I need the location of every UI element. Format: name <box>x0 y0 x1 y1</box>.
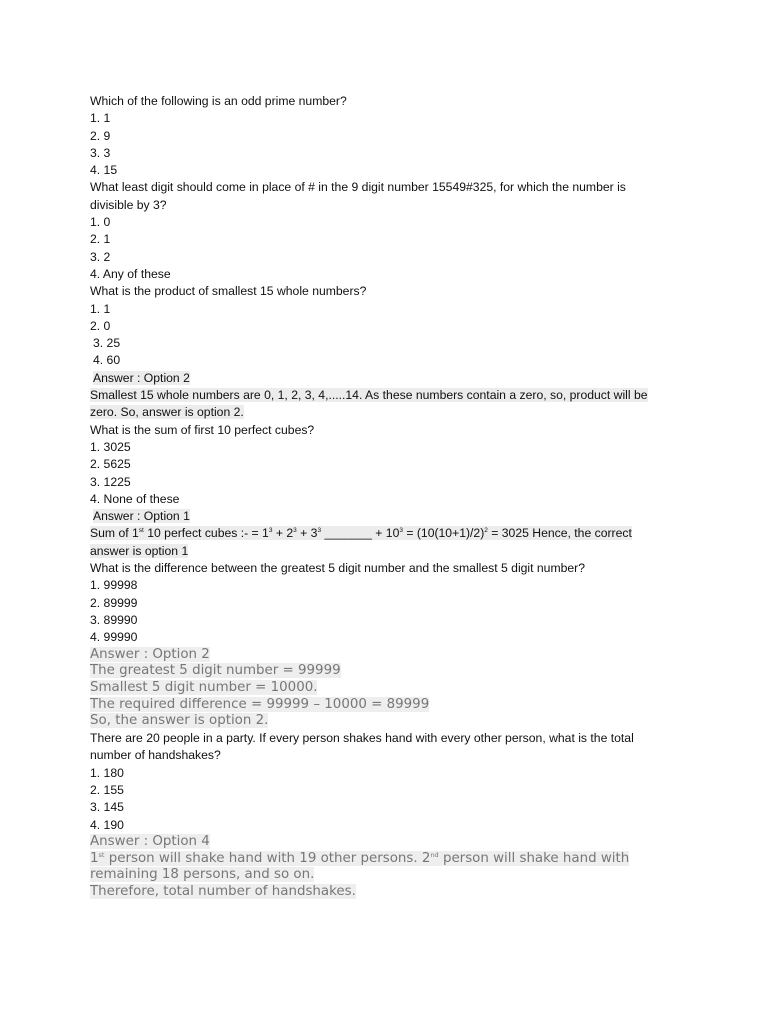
question-6-answer: Answer : Option 4 <box>90 833 210 849</box>
q4-expl-part: + 3 <box>296 526 318 541</box>
question-4-option-1: 1. 3025 <box>90 439 131 454</box>
question-3-option-2: 2. 0 <box>90 318 111 333</box>
question-3-answer: Answer : Option 2 <box>93 370 190 385</box>
question-5-option-3: 3. 89990 <box>90 612 138 627</box>
q6-expl-part: person will shake hand with 19 other persons. 2 <box>104 850 431 866</box>
question-5-option-2: 2. 89999 <box>90 595 138 610</box>
question-5-option-4: 4. 99990 <box>90 630 138 645</box>
q4-expl-sup: st <box>138 527 144 535</box>
q6-expl-sup: st <box>98 850 105 859</box>
question-5-explanation-line-4: So, the answer is option 2. <box>90 713 269 729</box>
question-6-option-2: 2. 155 <box>90 782 124 797</box>
question-3-option-4: 4. 60 <box>93 353 121 368</box>
question-4-option-3: 3. 1225 <box>90 474 131 489</box>
question-6-option-4: 4. 190 <box>90 817 124 832</box>
question-6-option-3: 3. 145 <box>90 800 124 815</box>
question-5-explanation-line-1: The greatest 5 digit number = 99999 <box>90 663 341 679</box>
question-4-text: What is the sum of first 10 perfect cubes? <box>90 422 315 437</box>
q6-expl-sup: nd <box>430 850 439 859</box>
question-3-text: What is the product of smallest 15 whole numbers? <box>90 284 367 299</box>
question-5-explanation-line-2: Smallest 5 digit number = 10000. <box>90 679 318 695</box>
q4-expl-part: + 2 <box>272 526 294 541</box>
q4-expl-sup: 3 <box>399 527 403 535</box>
question-3-explanation: Smallest 15 whole numbers are 0, 1, 2, 3, 4,.....14. As these numbers contain a zero, so, product will be zero. So, answer is option 2. <box>90 388 648 420</box>
q4-expl-part: Sum of 1 <box>90 526 139 541</box>
question-2-text: What least digit should come in place of # in the 9 digit number 15549#325, for which the number is divisible by 3? <box>90 180 626 212</box>
q4-expl-sup: 3 <box>317 527 322 535</box>
question-1-option-3: 3. 3 <box>90 145 111 160</box>
question-3-option-1: 1. 1 <box>90 301 111 316</box>
question-3-option-3: 3. 25 <box>93 336 121 351</box>
question-1-option-1: 1. 1 <box>90 111 111 126</box>
question-6-text: There are 20 people in a party. If every person shakes hand with every other person, what is the total number of handshakes? <box>90 731 634 763</box>
q4-expl-part: 10 perfect cubes :- = 1 <box>143 526 269 541</box>
question-6-explanation <box>90 851 668 884</box>
question-6-explanation-last: Therefore, total number of handshakes. <box>90 883 356 899</box>
question-5-text: What is the difference between the greatest 5 digit number and the smallest 5 digit number? <box>90 561 586 576</box>
question-4-option-2: 2. 5625 <box>90 457 131 472</box>
question-2-option-2: 2. 1 <box>90 232 111 247</box>
question-1-text: Which of the following is an odd prime number? <box>90 94 347 108</box>
question-1-option-2: 2. 9 <box>90 128 111 143</box>
q4-expl-part: _______ + 10 <box>321 526 400 541</box>
question-5-option-1: 1. 99998 <box>90 578 138 593</box>
question-1-option-4: 4. 15 <box>90 163 118 178</box>
q4-expl-part: = (10(10+1)/2) <box>402 526 485 541</box>
question-2-option-3: 3. 2 <box>90 249 111 264</box>
question-5-answer: Answer : Option 2 <box>90 646 210 662</box>
q4-expl-part: = 3025 Hence, the correct answer is option 1 <box>90 526 632 558</box>
q6-expl-part: person will shake hand with remaining 18 persons, and so on. <box>90 850 630 883</box>
question-4-answer: Answer : Option 1 <box>93 509 190 524</box>
q4-expl-sup: 2 <box>484 527 488 535</box>
question-5-explanation-line-3: The required difference = 99999 – 10000 = 89999 <box>90 696 430 712</box>
q4-expl-sup: 3 <box>293 527 297 535</box>
question-2-option-4: 4. Any of these <box>90 266 171 281</box>
q6-expl-part: 1 <box>90 850 99 866</box>
question-4-option-4: 4. None of these <box>90 491 180 506</box>
question-2-option-1: 1. 0 <box>90 215 111 230</box>
q4-expl-sup: 3 <box>268 527 273 535</box>
question-4-explanation <box>90 525 668 560</box>
question-6-option-1: 1. 180 <box>90 765 124 780</box>
